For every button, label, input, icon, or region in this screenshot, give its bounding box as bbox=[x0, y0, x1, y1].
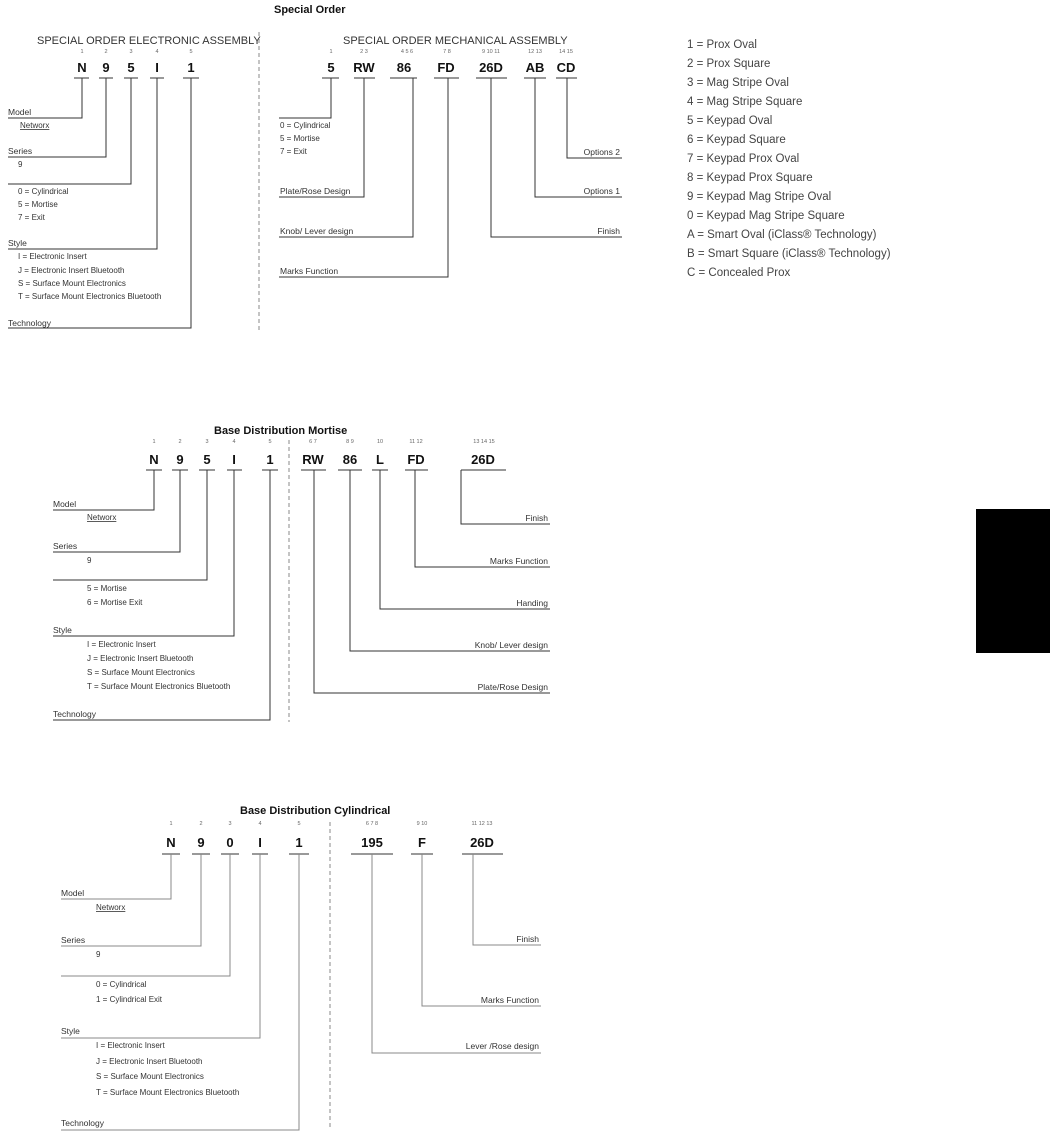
style-option: I = Electronic Insert bbox=[87, 640, 156, 649]
style-option: J = Electronic Insert Bluetooth bbox=[96, 1057, 203, 1066]
code-technology: 1 bbox=[266, 452, 274, 467]
knob-lever-label: Knob/ Lever design bbox=[474, 640, 548, 650]
position-label: 2 3 bbox=[360, 49, 368, 55]
series-value: 9 bbox=[96, 950, 101, 959]
function-option: 5 = Mortise bbox=[87, 584, 127, 593]
legend-item: C = Concealed Prox bbox=[687, 267, 791, 279]
code-model: N bbox=[166, 835, 176, 850]
style-option: J = Electronic Insert Bluetooth bbox=[18, 266, 125, 275]
mech-function-option: 0 = Cylindrical bbox=[280, 121, 331, 130]
code-series: 9 bbox=[197, 835, 205, 850]
position-label: 9 10 bbox=[416, 821, 428, 827]
style-option: J = Electronic Insert Bluetooth bbox=[87, 654, 194, 663]
style-option: I = Electronic Insert bbox=[96, 1041, 165, 1050]
section-tab-marker bbox=[976, 509, 1050, 653]
position-label: 14 15 bbox=[559, 49, 573, 55]
options-1-label: Options 1 bbox=[583, 186, 620, 196]
code-series: 9 bbox=[102, 60, 110, 75]
mech-function-option: 7 = Exit bbox=[280, 147, 307, 156]
position-label: 4 5 6 bbox=[400, 49, 414, 55]
position-label: 6 7 8 bbox=[365, 821, 379, 827]
legend-item: A = Smart Oval (iClass® Technology) bbox=[687, 229, 877, 241]
code-marks-function: FD bbox=[437, 60, 455, 75]
model-value: Networx bbox=[96, 903, 126, 912]
marks-function-label: Marks Function bbox=[480, 995, 539, 1005]
model-label: Model bbox=[53, 499, 77, 509]
code-model: N bbox=[77, 60, 87, 75]
code-style: I bbox=[155, 60, 159, 75]
finish-label: Finish bbox=[516, 934, 539, 944]
marks-function-label: Marks Function bbox=[280, 266, 339, 276]
code-technology: 1 bbox=[187, 60, 195, 75]
page-title: Special Order bbox=[274, 4, 346, 16]
code-finish: 26D bbox=[470, 835, 494, 850]
legend-item: 5 = Keypad Oval bbox=[687, 115, 773, 127]
function-option: 7 = Exit bbox=[18, 213, 45, 222]
position-label: 11 12 13 bbox=[471, 821, 493, 827]
finish-label: Finish bbox=[597, 226, 620, 236]
style-option: S = Surface Mount Electronics bbox=[87, 668, 195, 677]
options-2-label: Options 2 bbox=[583, 147, 620, 157]
mech-function-option: 5 = Mortise bbox=[280, 134, 320, 143]
code-technology: 1 bbox=[295, 835, 303, 850]
position-label: 1 bbox=[169, 821, 173, 827]
mechanical-codes bbox=[327, 60, 575, 75]
position-label: 1 bbox=[329, 49, 333, 55]
series-value: 9 bbox=[87, 556, 92, 565]
code-plate-rose: RW bbox=[302, 452, 324, 467]
position-label: 4 bbox=[155, 49, 159, 55]
code-finish: 26D bbox=[479, 60, 503, 75]
model-value: Networx bbox=[20, 121, 50, 130]
position-label: 11 12 bbox=[409, 439, 423, 445]
legend-item: B = Smart Square (iClass® Technology) bbox=[687, 248, 891, 260]
legend-item: 4 = Mag Stripe Square bbox=[687, 96, 803, 108]
position-label: 10 bbox=[376, 439, 384, 445]
position-label: 2 bbox=[199, 821, 203, 827]
code-marks-function: FD bbox=[407, 452, 425, 467]
legend-item: 3 = Mag Stripe Oval bbox=[687, 77, 789, 89]
code-function: 5 bbox=[127, 60, 135, 75]
function-option: 0 = Cylindrical bbox=[18, 187, 69, 196]
plate-rose-label: Plate/Rose Design bbox=[280, 186, 351, 196]
model-value: Networx bbox=[87, 513, 117, 522]
series-label: Series bbox=[61, 935, 86, 945]
mechanical-leader-lines bbox=[279, 78, 622, 277]
position-label: 5 bbox=[268, 439, 272, 445]
position-label: 12 13 bbox=[528, 49, 542, 55]
position-label: 4 bbox=[232, 439, 236, 445]
code-finish: 26D bbox=[471, 452, 495, 467]
position-label: 5 bbox=[297, 821, 301, 827]
technology-label: Technology bbox=[8, 318, 52, 328]
style-label: Style bbox=[61, 1026, 80, 1036]
style-option: S = Surface Mount Electronics bbox=[96, 1072, 204, 1081]
style-option: T = Surface Mount Electronics Bluetooth bbox=[87, 682, 231, 691]
marks-function-label: Marks Function bbox=[489, 556, 548, 566]
function-option: 1 = Cylindrical Exit bbox=[96, 995, 163, 1004]
cylindrical-positions bbox=[169, 821, 492, 827]
plate-rose-label: Plate/Rose Design bbox=[477, 682, 548, 692]
mortise-positions bbox=[152, 439, 494, 445]
function-option: 0 = Cylindrical bbox=[96, 980, 147, 989]
code-plate-rose: RW bbox=[353, 60, 375, 75]
legend-item: 9 = Keypad Mag Stripe Oval bbox=[687, 191, 832, 203]
position-label: 8 9 bbox=[346, 439, 354, 445]
code-model: N bbox=[149, 452, 159, 467]
style-label: Style bbox=[8, 238, 27, 248]
position-label: 5 bbox=[189, 49, 193, 55]
legend-item: 8 = Keypad Prox Square bbox=[687, 172, 813, 184]
code-function: 0 bbox=[226, 835, 234, 850]
legend-item: 0 = Keypad Mag Stripe Square bbox=[687, 210, 845, 222]
position-label: 3 bbox=[129, 49, 133, 55]
function-option: 6 = Mortise Exit bbox=[87, 598, 143, 607]
position-label: 3 bbox=[205, 439, 209, 445]
legend-item: 7 = Keypad Prox Oval bbox=[687, 153, 800, 165]
model-label: Model bbox=[61, 888, 85, 898]
style-option: T = Surface Mount Electronics Bluetooth bbox=[18, 292, 162, 301]
mortise-title: Base Distribution Mortise bbox=[214, 425, 348, 437]
code-series: 9 bbox=[176, 452, 184, 467]
finish-label: Finish bbox=[525, 513, 548, 523]
series-label: Series bbox=[8, 146, 33, 156]
code-style: I bbox=[258, 835, 262, 850]
series-value: 9 bbox=[18, 160, 23, 169]
handing-label: Handing bbox=[516, 598, 548, 608]
position-label: 4 bbox=[258, 821, 262, 827]
code-knob-lever: 86 bbox=[342, 452, 358, 467]
code-handing: L bbox=[376, 452, 384, 467]
code-function: 5 bbox=[327, 60, 335, 75]
code-style: I bbox=[232, 452, 236, 467]
position-label: 13 14 15 bbox=[473, 439, 495, 445]
mechanical-positions bbox=[329, 49, 572, 55]
technology-legend bbox=[687, 39, 891, 279]
position-label: 2 bbox=[104, 49, 108, 55]
lever-rose-label: Lever /Rose design bbox=[465, 1041, 539, 1051]
code-marks-function: F bbox=[418, 835, 426, 850]
code-options-2: CD bbox=[556, 60, 576, 75]
position-label: 1 bbox=[152, 439, 156, 445]
code-knob-lever: 86 bbox=[396, 60, 412, 75]
electronic-assembly-header: SPECIAL ORDER ELECTRONIC ASSEMBLY bbox=[37, 35, 261, 47]
legend-item: 6 = Keypad Square bbox=[687, 134, 786, 146]
style-option: S = Surface Mount Electronics bbox=[18, 279, 126, 288]
legend-item: 1 = Prox Oval bbox=[687, 39, 757, 51]
mechanical-assembly-header: SPECIAL ORDER MECHANICAL ASSEMBLY bbox=[343, 35, 568, 47]
knob-lever-label: Knob/ Lever design bbox=[280, 226, 354, 236]
position-label: 2 bbox=[178, 439, 182, 445]
position-label: 9 10 11 bbox=[482, 49, 500, 55]
position-label: 7 8 bbox=[443, 49, 451, 55]
code-function: 5 bbox=[203, 452, 211, 467]
position-label: 3 bbox=[228, 821, 232, 827]
legend-item: 2 = Prox Square bbox=[687, 58, 771, 70]
model-label: Model bbox=[8, 107, 32, 117]
style-label: Style bbox=[53, 625, 72, 635]
technology-label: Technology bbox=[53, 709, 97, 719]
electronic-codes bbox=[77, 60, 194, 75]
position-label: 1 bbox=[80, 49, 84, 55]
style-option: T = Surface Mount Electronics Bluetooth bbox=[96, 1088, 240, 1097]
code-lever-rose: 195 bbox=[361, 835, 383, 850]
position-label: 6 7 bbox=[309, 439, 317, 445]
mortise-codes bbox=[149, 452, 495, 467]
cylindrical-title: Base Distribution Cylindrical bbox=[240, 805, 391, 817]
technology-label: Technology bbox=[61, 1118, 105, 1128]
function-option: 5 = Mortise bbox=[18, 200, 58, 209]
code-options-1: AB bbox=[525, 60, 545, 75]
series-label: Series bbox=[53, 541, 78, 551]
electronic-positions bbox=[80, 49, 192, 55]
style-option: I = Electronic Insert bbox=[18, 252, 87, 261]
